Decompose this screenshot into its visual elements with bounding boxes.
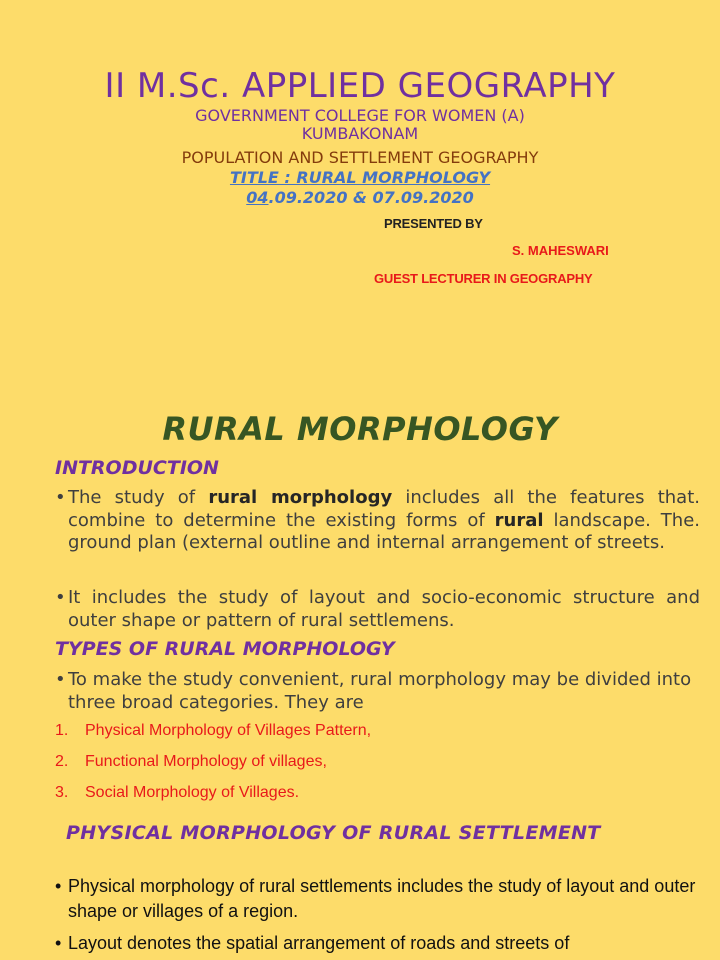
college-name: GOVERNMENT COLLEGE FOR WOMEN (A) [195, 106, 525, 125]
item-label: Physical Morphology of Villages Pattern, [85, 722, 372, 739]
bullet-icon: • [55, 933, 62, 953]
dates-day: 04 [246, 188, 269, 207]
presenter-name: S. MAHESWARI [512, 243, 609, 258]
physical-paragraph-1 [55, 874, 708, 924]
text-run: To make the study convenient, rural morphology may be divided into three broad categories. They are [68, 669, 692, 713]
item-label: Social Morphology of Villages. [85, 784, 300, 801]
subject-title: POPULATION AND SETTLEMENT GEOGRAPHY [181, 148, 539, 167]
presented-by-label: PRESENTED BY [384, 216, 483, 231]
text-run: includes all the features that. combine to determine the existing forms of [68, 487, 700, 531]
lecture-title: TITLE : RURAL MORPHOLOGY [229, 168, 491, 187]
item-number: 2. [55, 753, 69, 770]
dates-rest: .09.2020 & 07.09.2020 [268, 188, 474, 207]
lecture-dates [0, 188, 720, 207]
category-item [55, 753, 327, 771]
bullet-icon: • [55, 876, 62, 896]
physical-morphology-heading: PHYSICAL MORPHOLOGY OF RURAL SETTLEMENT [66, 822, 601, 844]
item-number: 1. [55, 722, 69, 739]
text-run: Physical morphology of rural settlements includes the study of layout and outer shape or villages of a region. [68, 876, 696, 921]
bullet-icon: • [55, 669, 66, 690]
intro-paragraph-2 [55, 587, 700, 632]
text-run: Layout denotes the spatial arrangement of roads and streets of [68, 933, 570, 953]
intro-paragraph-1 [55, 487, 700, 555]
presenter-role: GUEST LECTURER IN GEOGRAPHY [374, 271, 593, 286]
item-number: 3. [55, 784, 69, 801]
college-city: KUMBAKONAM [301, 124, 419, 143]
text-run: landscape. The. ground plan (external outline and internal arrangement of streets. [68, 509, 700, 553]
text-run: The study of [68, 487, 209, 508]
category-item [55, 784, 299, 802]
slide-heading: RURAL MORPHOLOGY [162, 410, 558, 448]
bullet-icon: • [55, 587, 66, 608]
item-label: Functional Morphology of villages, [85, 753, 327, 770]
bullet-icon: • [55, 487, 66, 508]
bold-term: rural morphology [208, 487, 393, 508]
text-run: It includes the study of layout and socio-economic structure and outer shape or pattern of rural settlemens. [68, 587, 700, 631]
types-heading: TYPES OF RURAL MORPHOLOGY [55, 638, 395, 660]
introduction-heading: INTRODUCTION [55, 457, 219, 479]
types-paragraph [55, 669, 700, 714]
physical-paragraph-2 [55, 931, 708, 956]
bold-term: rural [494, 509, 544, 531]
course-title: II M.Sc. APPLIED GEOGRAPHY [104, 66, 616, 106]
category-item [55, 722, 371, 740]
